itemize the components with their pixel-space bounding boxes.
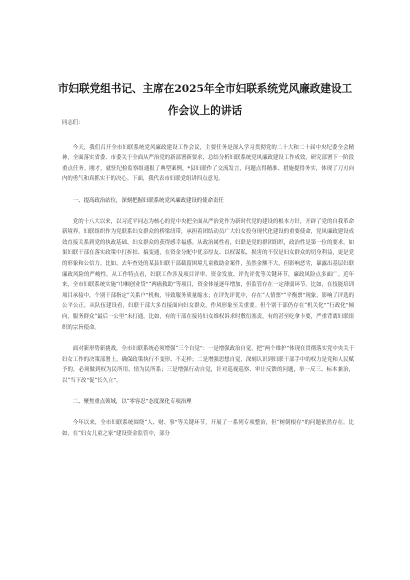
section-heading-1: 一、提高政治站位，深刻把握妇联系统党风廉政建设的使命责任 xyxy=(72,197,224,204)
title-line-1: 市妇联党组书记、主席在2025年全市妇联系统党风廉政建设工 xyxy=(57,83,353,95)
document-body xyxy=(62,118,354,450)
paragraph-section2-body: 今年以来，全市妇联系统围绕“人、财、事”等关键环节，开展了一系列专项整治，但“树倒根存”的问题依然存在。比如，在“妇女儿童之家”建设资金监管中，部分 xyxy=(62,420,354,437)
paragraph-section1-body: 党的十八大以来，以习近平同志为核心的党中央把全面从严治党作为新时代党的建设的根本方针，开辟了党的自我革命新境界。妇联组织作为党联系妇女群众的桥梁纽带，承担着团结动员广大妇女投身现代化建设的重要使命，党风廉政建设成效直接关系到党的执政基础、妇女群众的获得感幸福感。从政治属性看，妇联是党的群团组织，政治性是第一位的要求，如果妇联干部在落实政策中打折扣、搞变通，在资金分配中优亲厚友、以权谋私，损害的不仅是妇女群众的切身利益，更是党的形象和公信力。比如，去年查处的某县妇联干部截留困境儿童救助金案件，虽然金额不大，但影响恶劣，暴露出基层妇联廉政风险的严峻性。从工作特点看，妇联工作涉及项目评审、资金发放、评先评优等关键环节，廉政风险点多面广。近年来，全市妇联系统实施“巾帼创业贷”“两癌救助”等项目，资金体量逐年增加，但监管存在一定薄弱环节。比如，在技能培训项目承接中，个别干部指定“关系户”机构，导致服务质量缩水；在评先评优中，存在“人情票”“平衡票”现象，影响了评选的公平公正，从队伍建设看，妇联干部大多直接面向妇女群众，作风形象至关重要。但个别干部仍存在“机关化”“行政化”倾向，服务群众“最后一公里”未打通。比如，有的干部在接待妇女维权诉求时敷衍塞责，有的甚至吃拿卡要，严重背离妇联组织的宗旨使命。 xyxy=(62,218,354,331)
paragraph-intro: 今天，我们召开全市妇联系统党风廉政建设工作会议，主要任务是深入学习贯彻党的二十大和二十届中央纪委全会精神，全面落实省委、市委关于全面从严治党的新部署新要求，总结分析妇联系统党风廉政建设工作成效，研究部署下一阶段重点任务。刚才，就驻纪检监察组通报了典型案例，*县妇联作了交流发言，问题点得精准、措施提得务实，体现了刀刃向内的勇气和真抓实干的决心。下面，我代表市妇联党组讲四点意见。 xyxy=(62,144,354,183)
document-title xyxy=(30,78,380,122)
section-heading-2: 二、聚焦重点领域，以“零容忍”态度深化专项治理 xyxy=(72,399,192,406)
paragraph-three-consciousness: 面对新形势新挑战，全市妇联系统必须增强“三个自觉”：一是增强政治自觉，把“两个维护”体现在贯彻落实党中央关于妇女工作的决策部署上，确保政策执行不变形、不走样；二是增强思想自觉，深刻认识到妇联干部手中的权力是党和人民赋予的，必须做到权为民所用、情为民所系；三是增强行动自觉，针对巡视巡察、审计反馈的问题，举一反三、标本兼治，以“当下改”促“长久立”。 xyxy=(62,346,354,384)
salutation: 同志们： xyxy=(62,120,84,126)
title-line-2: 作会议上的讲话 xyxy=(167,105,243,117)
